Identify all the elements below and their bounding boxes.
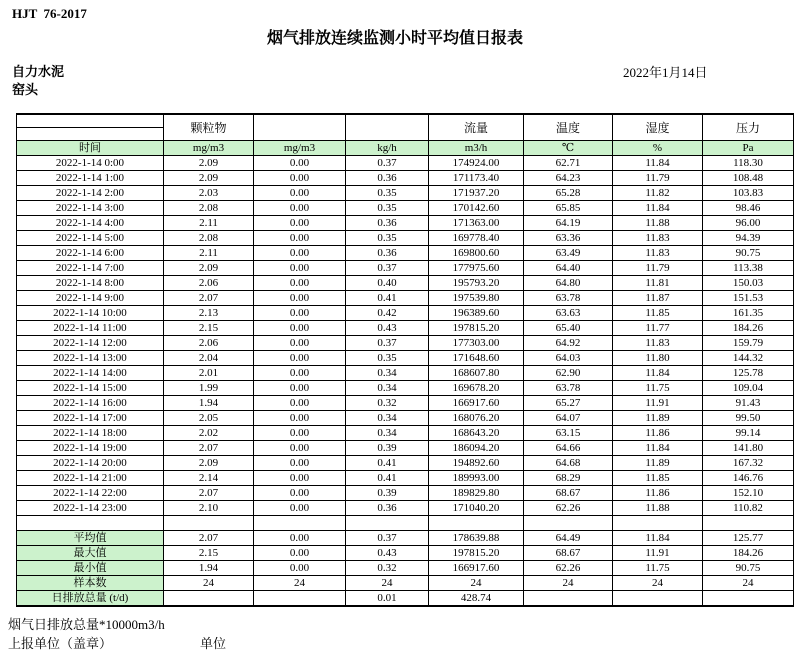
value-cell: 11.86 [613, 426, 703, 441]
value-cell: 0.00 [254, 306, 346, 321]
time-cell: 2022-1-14 13:00 [17, 351, 164, 366]
value-cell: 197815.20 [429, 321, 524, 336]
table-row [17, 351, 794, 366]
value-cell: 11.81 [613, 276, 703, 291]
value-cell: 0.34 [346, 381, 429, 396]
summary-value: 11.84 [613, 531, 703, 546]
summary-value: 11.91 [613, 546, 703, 561]
summary-value: 197815.20 [429, 546, 524, 561]
table-row [17, 171, 794, 186]
summary-value: 24 [703, 576, 794, 591]
header-blank-col3 [254, 114, 346, 141]
value-cell: 2.03 [164, 186, 254, 201]
table-row [17, 396, 794, 411]
value-cell: 2.14 [164, 471, 254, 486]
value-cell: 99.14 [703, 426, 794, 441]
summary-label: 日排放总量 (t/d) [17, 591, 164, 607]
summary-value [524, 591, 613, 607]
report-date: 2022年1月14日 [623, 65, 708, 80]
value-cell: 169678.20 [429, 381, 524, 396]
summary-value: 11.75 [613, 561, 703, 576]
value-cell: 11.83 [613, 246, 703, 261]
table-row [17, 441, 794, 456]
header-blank-bottom [17, 128, 164, 141]
value-cell: 0.00 [254, 366, 346, 381]
value-cell: 169778.40 [429, 231, 524, 246]
spacer-cell [429, 516, 524, 531]
table-row [17, 246, 794, 261]
value-cell: 2.08 [164, 201, 254, 216]
table-row [17, 321, 794, 336]
value-cell: 2.07 [164, 441, 254, 456]
summary-row [17, 546, 794, 561]
value-cell: 11.91 [613, 396, 703, 411]
time-cell: 2022-1-14 14:00 [17, 366, 164, 381]
value-cell: 64.92 [524, 336, 613, 351]
value-cell: 11.88 [613, 501, 703, 516]
summary-value: 0.37 [346, 531, 429, 546]
value-cell: 2.07 [164, 291, 254, 306]
value-cell: 0.00 [254, 246, 346, 261]
value-cell: 0.00 [254, 186, 346, 201]
time-cell: 2022-1-14 2:00 [17, 186, 164, 201]
value-cell: 0.35 [346, 201, 429, 216]
value-cell: 0.00 [254, 351, 346, 366]
value-cell: 2.06 [164, 276, 254, 291]
table-row [17, 471, 794, 486]
value-cell: 167.32 [703, 456, 794, 471]
value-cell: 11.85 [613, 306, 703, 321]
table-row [17, 186, 794, 201]
value-cell: 169800.60 [429, 246, 524, 261]
spacer-cell [346, 516, 429, 531]
value-cell: 125.78 [703, 366, 794, 381]
unit-kg-h: kg/h [346, 141, 429, 156]
value-cell: 64.80 [524, 276, 613, 291]
value-cell: 0.00 [254, 171, 346, 186]
group-header-row-top [17, 114, 794, 128]
value-cell: 166917.60 [429, 396, 524, 411]
spacer-cell [613, 516, 703, 531]
time-cell: 2022-1-14 15:00 [17, 381, 164, 396]
header-blank-col4 [346, 114, 429, 141]
value-cell: 64.03 [524, 351, 613, 366]
value-cell: 94.39 [703, 231, 794, 246]
value-cell: 0.00 [254, 501, 346, 516]
value-cell: 64.68 [524, 456, 613, 471]
value-cell: 0.00 [254, 201, 346, 216]
value-cell: 65.28 [524, 186, 613, 201]
summary-value: 2.07 [164, 531, 254, 546]
summary-row [17, 591, 794, 607]
value-cell: 171040.20 [429, 501, 524, 516]
summary-value: 1.94 [164, 561, 254, 576]
value-cell: 168076.20 [429, 411, 524, 426]
spacer-cell [703, 516, 794, 531]
value-cell: 168607.80 [429, 366, 524, 381]
unit-celsius: ℃ [524, 141, 613, 156]
summary-row [17, 561, 794, 576]
value-cell: 0.37 [346, 261, 429, 276]
header-humidity: 湿度 [613, 114, 703, 141]
value-cell: 141.80 [703, 441, 794, 456]
value-cell: 2.09 [164, 456, 254, 471]
value-cell: 11.79 [613, 261, 703, 276]
spacer-cell [254, 516, 346, 531]
time-cell: 2022-1-14 20:00 [17, 456, 164, 471]
value-cell: 11.84 [613, 366, 703, 381]
value-cell: 64.66 [524, 441, 613, 456]
value-cell: 99.50 [703, 411, 794, 426]
value-cell: 0.00 [254, 321, 346, 336]
summary-label: 平均值 [17, 531, 164, 546]
value-cell: 2.09 [164, 261, 254, 276]
header-pressure: 压力 [703, 114, 794, 141]
value-cell: 0.36 [346, 216, 429, 231]
value-cell: 63.78 [524, 381, 613, 396]
value-cell: 64.07 [524, 411, 613, 426]
report-table [16, 113, 794, 607]
value-cell: 90.75 [703, 246, 794, 261]
value-cell: 96.00 [703, 216, 794, 231]
value-cell: 184.26 [703, 321, 794, 336]
page-title: 烟气排放连续监测小时平均值日报表 [266, 30, 523, 47]
header-temperature: 温度 [524, 114, 613, 141]
value-cell: 109.04 [703, 381, 794, 396]
value-cell: 189829.80 [429, 486, 524, 501]
spacer-row [17, 516, 794, 531]
value-cell: 0.39 [346, 486, 429, 501]
time-cell: 2022-1-14 10:00 [17, 306, 164, 321]
value-cell: 2.10 [164, 501, 254, 516]
value-cell: 11.83 [613, 336, 703, 351]
value-cell: 2.09 [164, 171, 254, 186]
value-cell: 0.00 [254, 276, 346, 291]
value-cell: 168643.20 [429, 426, 524, 441]
time-cell: 2022-1-14 21:00 [17, 471, 164, 486]
value-cell: 0.37 [346, 156, 429, 171]
header-flow: 流量 [429, 114, 524, 141]
value-cell: 186094.20 [429, 441, 524, 456]
value-cell: 11.77 [613, 321, 703, 336]
summary-value [254, 591, 346, 607]
value-cell: 0.36 [346, 171, 429, 186]
value-cell: 0.35 [346, 351, 429, 366]
table-row [17, 426, 794, 441]
value-cell: 159.79 [703, 336, 794, 351]
time-cell: 2022-1-14 12:00 [17, 336, 164, 351]
value-cell: 2.13 [164, 306, 254, 321]
value-cell: 0.00 [254, 456, 346, 471]
value-cell: 65.85 [524, 201, 613, 216]
total-emission-note: 烟气日排放总量*10000m3/h [8, 617, 165, 632]
value-cell: 11.89 [613, 456, 703, 471]
value-cell: 68.67 [524, 486, 613, 501]
time-cell: 2022-1-14 22:00 [17, 486, 164, 501]
summary-value: 125.77 [703, 531, 794, 546]
table-row [17, 261, 794, 276]
time-cell: 2022-1-14 16:00 [17, 396, 164, 411]
value-cell: 11.85 [613, 471, 703, 486]
summary-value: 24 [524, 576, 613, 591]
value-cell: 11.86 [613, 486, 703, 501]
value-cell: 196389.60 [429, 306, 524, 321]
table-row [17, 336, 794, 351]
unit-mg-m3-1: mg/m3 [164, 141, 254, 156]
value-cell: 2.05 [164, 411, 254, 426]
table-row [17, 306, 794, 321]
time-cell: 2022-1-14 8:00 [17, 276, 164, 291]
time-cell: 2022-1-14 19:00 [17, 441, 164, 456]
value-cell: 0.32 [346, 396, 429, 411]
value-cell: 103.83 [703, 186, 794, 201]
spacer-cell [17, 516, 164, 531]
summary-label: 样本数 [17, 576, 164, 591]
value-cell: 11.84 [613, 441, 703, 456]
value-cell: 98.46 [703, 201, 794, 216]
table-row [17, 156, 794, 171]
value-cell: 171173.40 [429, 171, 524, 186]
unit-pa: Pa [703, 141, 794, 156]
value-cell: 63.78 [524, 291, 613, 306]
table-row [17, 456, 794, 471]
value-cell: 0.00 [254, 231, 346, 246]
value-cell: 0.43 [346, 321, 429, 336]
summary-value: 62.26 [524, 561, 613, 576]
value-cell: 151.53 [703, 291, 794, 306]
value-cell: 150.03 [703, 276, 794, 291]
summary-row [17, 531, 794, 546]
value-cell: 11.82 [613, 186, 703, 201]
summary-value: 24 [346, 576, 429, 591]
time-cell: 2022-1-14 23:00 [17, 501, 164, 516]
value-cell: 2.08 [164, 231, 254, 246]
value-cell: 0.36 [346, 501, 429, 516]
header-blank-top [17, 114, 164, 128]
value-cell: 108.48 [703, 171, 794, 186]
value-cell: 0.41 [346, 456, 429, 471]
time-cell: 2022-1-14 11:00 [17, 321, 164, 336]
value-cell: 0.36 [346, 246, 429, 261]
value-cell: 64.40 [524, 261, 613, 276]
value-cell: 0.00 [254, 396, 346, 411]
unit-mg-m3-2: mg/m3 [254, 141, 346, 156]
value-cell: 113.38 [703, 261, 794, 276]
time-cell: 2022-1-14 7:00 [17, 261, 164, 276]
time-cell: 2022-1-14 1:00 [17, 171, 164, 186]
table-row [17, 486, 794, 501]
value-cell: 0.37 [346, 336, 429, 351]
value-cell: 0.39 [346, 441, 429, 456]
value-cell: 11.84 [613, 156, 703, 171]
value-cell: 11.80 [613, 351, 703, 366]
summary-value: 0.01 [346, 591, 429, 607]
value-cell: 171363.00 [429, 216, 524, 231]
value-cell: 170142.60 [429, 201, 524, 216]
value-cell: 2.07 [164, 486, 254, 501]
value-cell: 189993.00 [429, 471, 524, 486]
value-cell: 11.75 [613, 381, 703, 396]
value-cell: 0.35 [346, 231, 429, 246]
value-cell: 0.00 [254, 381, 346, 396]
summary-value: 0.43 [346, 546, 429, 561]
summary-value: 0.32 [346, 561, 429, 576]
summary-value: 24 [254, 576, 346, 591]
summary-value: 166917.60 [429, 561, 524, 576]
value-cell: 195793.20 [429, 276, 524, 291]
summary-value [703, 591, 794, 607]
table-row [17, 501, 794, 516]
value-cell: 0.40 [346, 276, 429, 291]
summary-value: 0.00 [254, 561, 346, 576]
value-cell: 91.43 [703, 396, 794, 411]
company-name: 自力水泥 [12, 64, 65, 79]
table-row [17, 381, 794, 396]
value-cell: 0.34 [346, 366, 429, 381]
report-unit-label: 上报单位（盖章） [8, 636, 113, 651]
summary-value: 0.00 [254, 531, 346, 546]
value-cell: 0.00 [254, 216, 346, 231]
header-time: 时间 [17, 141, 164, 156]
summary-value [613, 591, 703, 607]
value-cell: 0.00 [254, 336, 346, 351]
spacer-cell [524, 516, 613, 531]
summary-value: 0.00 [254, 546, 346, 561]
summary-value: 24 [164, 576, 254, 591]
summary-value: 2.15 [164, 546, 254, 561]
value-cell: 0.41 [346, 471, 429, 486]
unit-m3-h: m3/h [429, 141, 524, 156]
summary-value: 24 [613, 576, 703, 591]
value-cell: 65.27 [524, 396, 613, 411]
time-cell: 2022-1-14 6:00 [17, 246, 164, 261]
value-cell: 63.49 [524, 246, 613, 261]
value-cell: 0.00 [254, 261, 346, 276]
value-cell: 0.00 [254, 411, 346, 426]
value-cell: 11.79 [613, 171, 703, 186]
value-cell: 63.63 [524, 306, 613, 321]
summary-value [164, 591, 254, 607]
value-cell: 0.35 [346, 186, 429, 201]
value-cell: 11.84 [613, 201, 703, 216]
doc-code: HJT 76-2017 [12, 6, 87, 21]
value-cell: 0.42 [346, 306, 429, 321]
value-cell: 64.23 [524, 171, 613, 186]
summary-value: 90.75 [703, 561, 794, 576]
time-cell: 2022-1-14 9:00 [17, 291, 164, 306]
spacer-cell [164, 516, 254, 531]
value-cell: 63.36 [524, 231, 613, 246]
table-row [17, 231, 794, 246]
value-cell: 62.90 [524, 366, 613, 381]
value-cell: 2.01 [164, 366, 254, 381]
value-cell: 68.29 [524, 471, 613, 486]
value-cell: 0.00 [254, 291, 346, 306]
table-row [17, 201, 794, 216]
unit-percent: % [613, 141, 703, 156]
value-cell: 62.71 [524, 156, 613, 171]
value-cell: 174924.00 [429, 156, 524, 171]
summary-value: 68.67 [524, 546, 613, 561]
value-cell: 2.02 [164, 426, 254, 441]
time-cell: 2022-1-14 5:00 [17, 231, 164, 246]
summary-row [17, 576, 794, 591]
value-cell: 0.34 [346, 411, 429, 426]
table-row [17, 276, 794, 291]
time-cell: 2022-1-14 4:00 [17, 216, 164, 231]
value-cell: 177303.00 [429, 336, 524, 351]
value-cell: 171648.60 [429, 351, 524, 366]
unit-label: 单位 [200, 636, 227, 651]
value-cell: 64.19 [524, 216, 613, 231]
value-cell: 1.94 [164, 396, 254, 411]
value-cell: 11.89 [613, 411, 703, 426]
summary-label: 最大值 [17, 546, 164, 561]
summary-value: 178639.88 [429, 531, 524, 546]
value-cell: 0.00 [254, 156, 346, 171]
time-cell: 2022-1-14 0:00 [17, 156, 164, 171]
value-cell: 0.00 [254, 471, 346, 486]
time-cell: 2022-1-14 17:00 [17, 411, 164, 426]
value-cell: 11.88 [613, 216, 703, 231]
value-cell: 2.04 [164, 351, 254, 366]
station-name: 窑头 [12, 82, 39, 97]
table-row [17, 366, 794, 381]
table-row [17, 411, 794, 426]
value-cell: 171937.20 [429, 186, 524, 201]
value-cell: 2.11 [164, 216, 254, 231]
value-cell: 161.35 [703, 306, 794, 321]
value-cell: 2.09 [164, 156, 254, 171]
value-cell: 62.26 [524, 501, 613, 516]
value-cell: 11.87 [613, 291, 703, 306]
value-cell: 0.41 [346, 291, 429, 306]
table-row [17, 216, 794, 231]
summary-label: 最小值 [17, 561, 164, 576]
value-cell: 197539.80 [429, 291, 524, 306]
summary-value: 184.26 [703, 546, 794, 561]
value-cell: 146.76 [703, 471, 794, 486]
value-cell: 0.00 [254, 486, 346, 501]
value-cell: 118.30 [703, 156, 794, 171]
value-cell: 152.10 [703, 486, 794, 501]
value-cell: 11.83 [613, 231, 703, 246]
value-cell: 177975.60 [429, 261, 524, 276]
value-cell: 2.06 [164, 336, 254, 351]
summary-value: 428.74 [429, 591, 524, 607]
time-cell: 2022-1-14 18:00 [17, 426, 164, 441]
value-cell: 0.34 [346, 426, 429, 441]
unit-header-row [17, 141, 794, 156]
value-cell: 194892.60 [429, 456, 524, 471]
time-cell: 2022-1-14 3:00 [17, 201, 164, 216]
value-cell: 1.99 [164, 381, 254, 396]
value-cell: 63.15 [524, 426, 613, 441]
header-particulate: 颗粒物 [164, 114, 254, 141]
value-cell: 0.00 [254, 426, 346, 441]
value-cell: 2.15 [164, 321, 254, 336]
table-row [17, 291, 794, 306]
summary-value: 64.49 [524, 531, 613, 546]
value-cell: 0.00 [254, 441, 346, 456]
value-cell: 144.32 [703, 351, 794, 366]
value-cell: 110.82 [703, 501, 794, 516]
value-cell: 65.40 [524, 321, 613, 336]
value-cell: 2.11 [164, 246, 254, 261]
summary-value: 24 [429, 576, 524, 591]
